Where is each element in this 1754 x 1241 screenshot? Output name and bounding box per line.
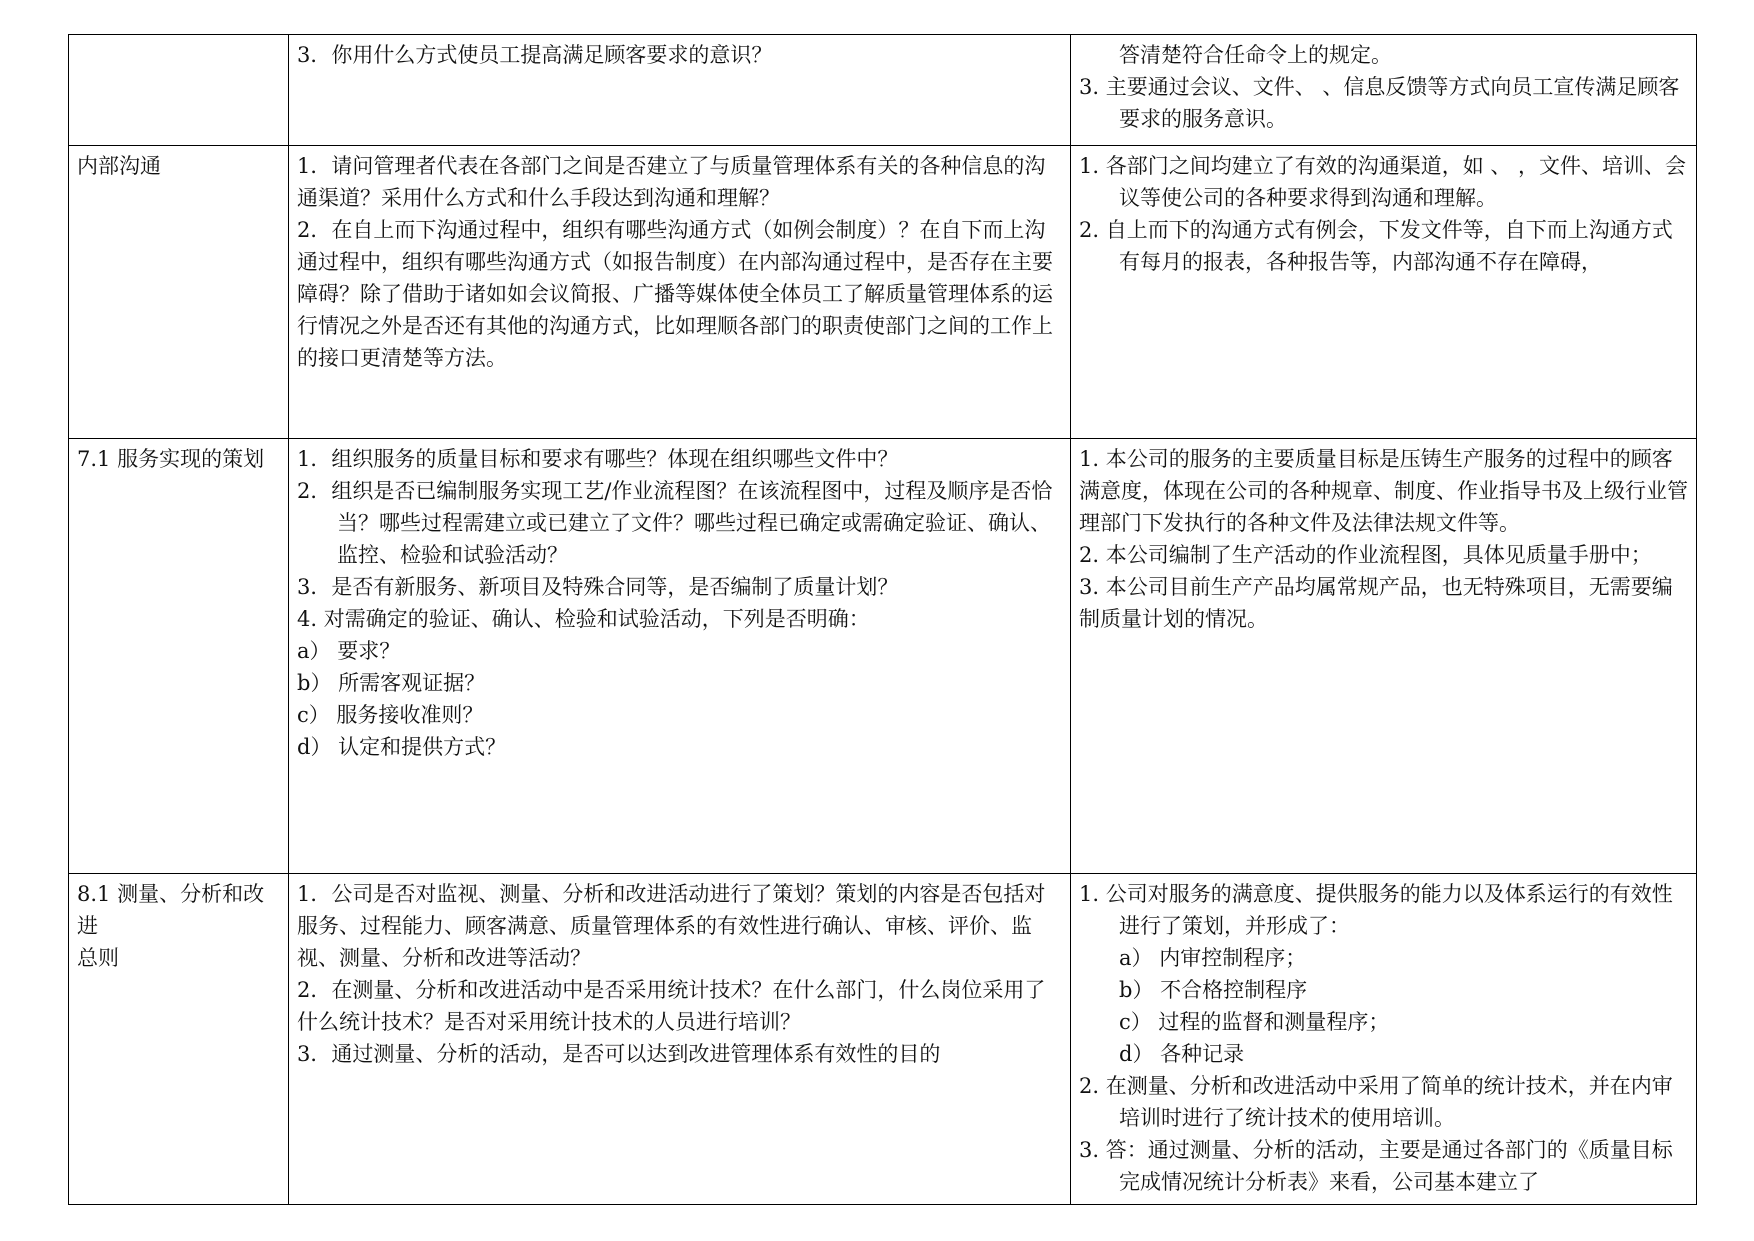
table-row xyxy=(69,35,1697,146)
answer-continuation: 答清楚符合任命令上的规定。 xyxy=(1119,43,1392,67)
question-subitem: b） 所需客观证据？ xyxy=(297,671,486,695)
question-item: 3．你用什么方式使员工提高满足顾客要求的意识？ xyxy=(297,43,773,67)
question-subitem: c） 服务接收准则？ xyxy=(297,703,484,727)
answer-cell xyxy=(1071,874,1697,1205)
answer-cell xyxy=(1071,35,1697,146)
answer-item: 3. 答：通过测量、分析的活动，主要是通过各部门的《质量目标完成情况统计分析表》来看，公司基本建立了 xyxy=(1079,1138,1673,1194)
answer-subitem: c） 过程的监督和测量程序； xyxy=(1119,1010,1390,1034)
answer-item: 1. 本公司的服务的主要质量目标是压铸生产服务的过程中的顾客满意度，体现在公司的各种规章、制度、作业指导书及上级行业管理部门下发执行的各种文件及法律法规文件等。 xyxy=(1079,447,1688,535)
question-item: 2．在测量、分析和改进活动中是否采用统计技术？在什么部门，什么岗位采用了什么统计技术？是否对采用统计技术的人员进行培训？ xyxy=(297,978,1046,1034)
answer-item: 2. 本公司编制了生产活动的作业流程图，具体见质量手册中； xyxy=(1079,543,1652,567)
answer-subitem: b） 不合格控制程序 xyxy=(1119,978,1308,1002)
clause-subtitle: 总则 xyxy=(77,946,119,970)
table-row xyxy=(69,874,1697,1205)
question-item: 2．组织是否已编制服务实现工艺/作业流程图？在该流程图中，过程及顺序是否恰当？哪些过程需建立或已建立了文件？哪些过程已确定或需确定验证、确认、监控、检验和试验活动？ xyxy=(297,479,1053,567)
question-item: 2．在自上而下沟通过程中，组织有哪些沟通方式（如例会制度）？在自下而上沟通过程中，组织有哪些沟通方式（如报告制度）在内部沟通过程中，是否存在主要障碍？除了借助于诸如如会议简报、广播等媒体使全体员工了解质量管理体系的运行情况之外是否还有其他的沟通方式，比如理顺各部门的职责使部门之间的工作上的接口更清楚等方法。 xyxy=(297,218,1053,370)
question-subitem: d） 认定和提供方式？ xyxy=(297,735,507,759)
answer-item: 2. 自上而下的沟通方式有例会，下发文件等，自下而上沟通方式有每月的报表，各种报告等，内部沟通不存在障碍， xyxy=(1079,218,1673,274)
question-cell xyxy=(289,439,1071,874)
question-cell xyxy=(289,35,1071,146)
question-item: 4. 对需确定的验证、确认、检验和试验活动，下列是否明确： xyxy=(297,607,870,631)
clause-cell xyxy=(69,146,289,439)
answer-item: 1. 公司对服务的满意度、提供服务的能力以及体系运行的有效性进行了策划，并形成了： xyxy=(1079,882,1673,938)
clause-title: 8.1 测量、分析和改进 xyxy=(77,882,265,938)
table-row xyxy=(69,146,1697,439)
question-item: 3．通过测量、分析的活动，是否可以达到改进管理体系有效性的目的 xyxy=(297,1042,941,1066)
table-row xyxy=(69,439,1697,874)
question-item: 3．是否有新服务、新项目及特殊合同等，是否编制了质量计划？ xyxy=(297,575,899,599)
question-item: 1．组织服务的质量目标和要求有哪些？体现在组织哪些文件中？ xyxy=(297,447,899,471)
answer-item: 2. 在测量、分析和改进活动中采用了简单的统计技术，并在内审培训时进行了统计技术的使用培训。 xyxy=(1079,1074,1673,1130)
clause-title: 内部沟通 xyxy=(77,154,161,178)
answer-cell xyxy=(1071,146,1697,439)
answer-cell xyxy=(1071,439,1697,874)
answer-item: 3. 本公司目前生产产品均属常规产品，也无特殊项目，无需要编制质量计划的情况。 xyxy=(1079,575,1673,631)
clause-cell xyxy=(69,35,289,146)
clause-cell xyxy=(69,439,289,874)
question-cell xyxy=(289,146,1071,439)
question-subitem: a） 要求？ xyxy=(297,639,401,663)
answer-subitem: d） 各种记录 xyxy=(1119,1042,1245,1066)
question-item: 1．公司是否对监视、测量、分析和改进活动进行了策划？策划的内容是否包括对服务、过程能力、顾客满意、质量管理体系的有效性进行确认、审核、评价、监视、测量、分析和改进等活动？ xyxy=(297,882,1046,970)
question-cell xyxy=(289,874,1071,1205)
question-item: 1．请问管理者代表在各部门之间是否建立了与质量管理体系有关的各种信息的沟通渠道？采用什么方式和什么手段达到沟通和理解？ xyxy=(297,154,1046,210)
answer-item: 3. 主要通过会议、文件、 、信息反馈等方式向员工宣传满足顾客要求的服务意识。 xyxy=(1079,75,1680,131)
answer-item: 1. 各部门之间均建立了有效的沟通渠道，如 、 ，文件、培训、会议等使公司的各种要求得到沟通和理解。 xyxy=(1079,154,1687,210)
clause-title: 7.1 服务实现的策划 xyxy=(77,447,265,471)
clause-cell xyxy=(69,874,289,1205)
audit-checklist-table xyxy=(68,34,1697,1205)
answer-subitem: a） 内审控制程序； xyxy=(1119,946,1307,970)
